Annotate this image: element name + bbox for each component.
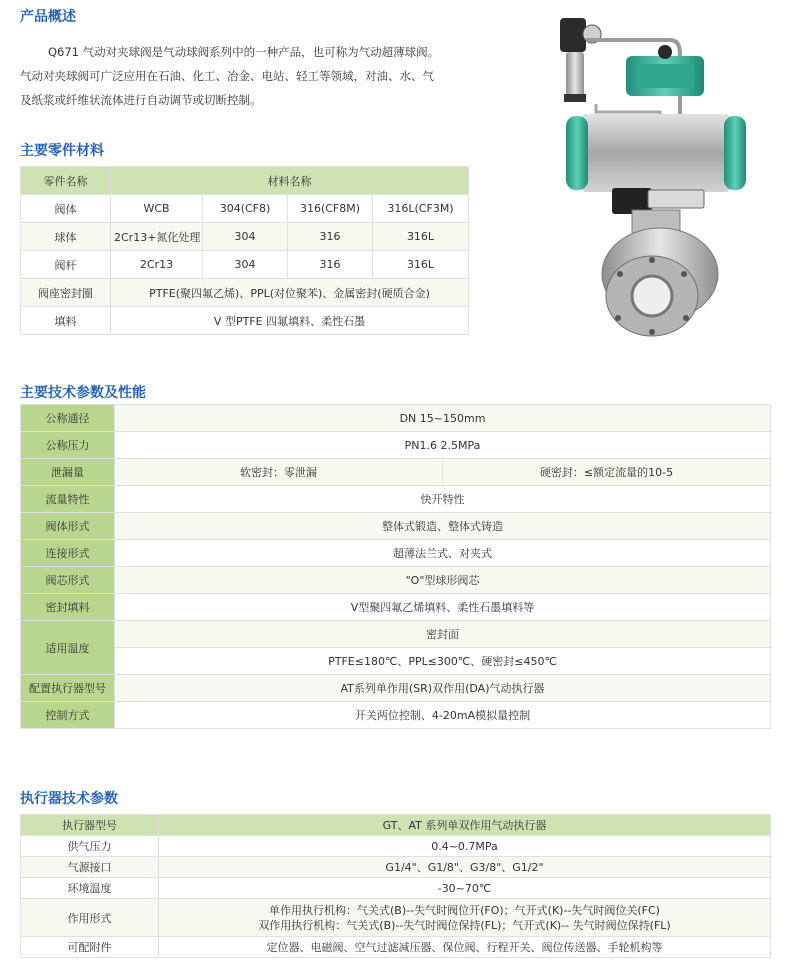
table-cell: 整体式锻造、整体式铸造 — [115, 513, 771, 540]
table-header-cell: 零件名称 — [21, 167, 111, 195]
table-label-cell: 流量特性 — [21, 486, 115, 513]
table-cell: G1/4"、G1/8"、G3/8"、G1/2" — [159, 857, 771, 878]
table-row — [21, 251, 469, 279]
overview-text — [20, 40, 480, 112]
table-cell: 定位器、电磁阀、空气过滤减压器、保位阀、行程开关、阀位传送器、手轮机构等 — [159, 937, 771, 958]
table-cell: PTFE≤180℃、PPL≤300℃、硬密封≤450℃ — [115, 648, 771, 675]
actuator-title: 执行器技术参数 — [20, 791, 118, 807]
table-row — [21, 836, 771, 857]
table-row — [21, 815, 771, 836]
table-row — [21, 513, 771, 540]
table-row — [21, 167, 469, 195]
table-label-cell: 公称通径 — [21, 405, 115, 432]
table-label-cell: 泄漏量 — [21, 459, 115, 486]
action-line-1: 单作用执行机构：气关式(B)--失气时阀位开(FO)；气开式(K)--失气时阀位关(FC) — [269, 903, 660, 917]
table-cell: 阀座密封圈 — [21, 279, 111, 307]
table-row — [21, 899, 771, 937]
table-row — [21, 567, 771, 594]
table-cell: "O"型球形阀芯 — [115, 567, 771, 594]
table-cell: 密封面 — [115, 621, 771, 648]
table-row — [21, 937, 771, 958]
table-cell: AT系列单作用(SR)双作用(DA)气动执行器 — [115, 675, 771, 702]
table-cell: 0.4~0.7MPa — [159, 836, 771, 857]
table-row — [21, 621, 771, 648]
overview-line-1: Q671 气动对夹球阀是气动球阀系列中的一种产品，也可称为气动超薄球阀。 — [48, 45, 440, 59]
table-cell: 环境温度 — [21, 878, 159, 899]
table-cell: 316L — [373, 223, 469, 251]
table-row — [21, 307, 469, 335]
table-row — [21, 432, 771, 459]
table-label-cell: 适用温度 — [21, 621, 115, 675]
table-cell: 304(CF8) — [203, 195, 288, 223]
tech-table — [20, 404, 771, 729]
table-row — [21, 486, 771, 513]
table-row — [21, 540, 771, 567]
table-cell — [159, 899, 771, 937]
table-cell: 硬密封：≤额定流量的10-5 — [443, 459, 771, 486]
table-cell: 304 — [203, 223, 288, 251]
table-cell: 超薄法兰式、对夹式 — [115, 540, 771, 567]
table-cell: 316L — [373, 251, 469, 279]
table-cell: V 型PTFE 四氟填料、柔性石墨 — [111, 307, 469, 335]
table-row — [21, 405, 771, 432]
table-cell: 开关两位控制、4-20mA模拟量控制 — [115, 702, 771, 729]
table-label-cell: 密封填料 — [21, 594, 115, 621]
table-row — [21, 594, 771, 621]
parts-table — [20, 166, 469, 335]
table-row — [21, 195, 469, 223]
table-cell: 2Cr13+氮化处理 — [111, 223, 203, 251]
table-cell: 气源接口 — [21, 857, 159, 878]
table-cell: PN1.6 2.5MPa — [115, 432, 771, 459]
actuator-table — [20, 814, 771, 958]
table-cell: 316L(CF3M) — [373, 195, 469, 223]
table-cell: WCB — [111, 195, 203, 223]
action-line-2: 双作用执行机构：气关式(B)--失气时阀位保持(FL)；气开式(K)-- 失气时阀位保持(FL) — [258, 918, 671, 932]
table-cell: 阀杆 — [21, 251, 111, 279]
table-label-cell: 阀体形式 — [21, 513, 115, 540]
overview-line-3: 及纸浆或纤维状流体进行自动调节或切断控制。 — [20, 93, 262, 107]
table-cell: 316 — [288, 251, 373, 279]
table-label-cell: 配置执行器型号 — [21, 675, 115, 702]
table-label-cell: 连接形式 — [21, 540, 115, 567]
table-cell: -30~70℃ — [159, 878, 771, 899]
table-cell: 供气压力 — [21, 836, 159, 857]
table-cell: 可配附件 — [21, 937, 159, 958]
table-cell: 软密封：零泄漏 — [115, 459, 443, 486]
table-cell: 304 — [203, 251, 288, 279]
table-row — [21, 675, 771, 702]
table-cell: 填料 — [21, 307, 111, 335]
table-label-cell: 阀芯形式 — [21, 567, 115, 594]
table-cell: 2Cr13 — [111, 251, 203, 279]
table-cell: V型聚四氟乙烯填料、柔性石墨填料等 — [115, 594, 771, 621]
table-cell: 316 — [288, 223, 373, 251]
table-row — [21, 857, 771, 878]
table-row — [21, 459, 771, 486]
table-header-cell: 执行器型号 — [21, 815, 159, 836]
table-label-cell: 公称压力 — [21, 432, 115, 459]
table-cell: 阀体 — [21, 195, 111, 223]
table-label-cell: 控制方式 — [21, 702, 115, 729]
table-cell: DN 15~150mm — [115, 405, 771, 432]
parts-title: 主要零件材料 — [20, 143, 104, 159]
table-row — [21, 648, 771, 675]
table-row — [21, 878, 771, 899]
table-row — [21, 702, 771, 729]
table-header-cell: 材料名称 — [111, 167, 469, 195]
table-cell: 作用形式 — [21, 899, 159, 937]
overview-line-2: 气动对夹球阀可广泛应用在石油、化工、冶金、电站、轻工等领域，对油、水、气 — [20, 69, 434, 83]
table-cell: 316(CF8M) — [288, 195, 373, 223]
table-header-cell: GT、AT 系列单双作用气动执行器 — [159, 815, 771, 836]
table-cell: 快开特性 — [115, 486, 771, 513]
table-cell: PTFE(聚四氟乙烯)、PPL(对位聚苯)、金属密封(硬质合金) — [111, 279, 469, 307]
table-row — [21, 223, 469, 251]
table-row — [21, 279, 469, 307]
overview-title: 产品概述 — [20, 9, 76, 25]
tech-title: 主要技术参数及性能 — [20, 385, 146, 401]
table-cell: 球体 — [21, 223, 111, 251]
valve-product-photo — [520, 4, 802, 344]
